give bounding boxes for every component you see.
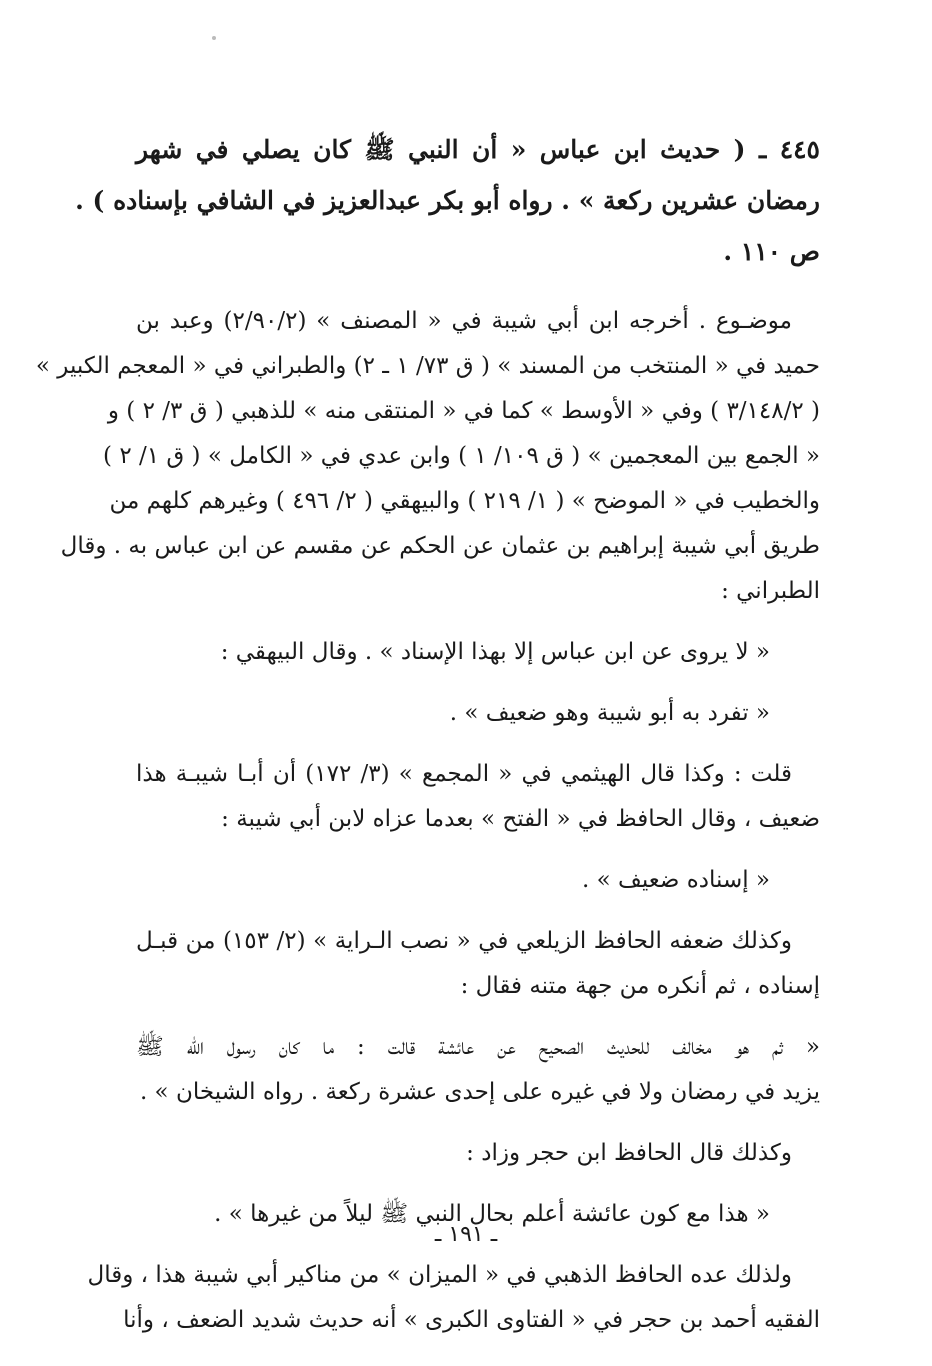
haythami-paragraph: [136, 752, 820, 842]
paragraph-line: يزيد في رمضان ولا في غيره على إحدى عشرة ركعة . رواه الشيخان » .: [139, 1079, 820, 1105]
paragraph-line: « الجمع بين المعجمين » ( ق ١٠٩/ ١ ) وابن عدي في « الكامل » ( ق ١/ ٢ ): [103, 443, 820, 469]
tabarani-quote: « لا يروى عن ابن عباس إلا بهذا الإسناد » . وقال البيهقي :: [220, 639, 770, 665]
bayhaqi-quote: « تفرد به أبو شيبة وهو ضعيف » .: [449, 700, 770, 726]
heading-line: ص ١١٠ .: [723, 237, 820, 266]
paragraph-line: طريق أبي شيبة إبراهيم بن عثمان عن الحكم عن مقسم عن ابن عباس به . وقال: [60, 533, 820, 559]
hadith-heading: [75, 124, 820, 277]
paragraph-line: إسناده ، ثم أنكره من جهة متنه فقال :: [460, 973, 820, 999]
paragraph-line: الفقيه أحمد بن حجر في « الفتاوى الكبرى » أنه حديث شديد الضعف ، وأنا: [123, 1307, 820, 1333]
takhrij-paragraph: [35, 299, 820, 614]
paragraph-line: والخطيب في « الموضح » ( ١/ ٢١٩ ) والبيهقي ( ٢/ ٤٩٦ ) وغيرهم كلهم من: [109, 488, 820, 514]
zaylai-paragraph: [136, 919, 820, 1009]
dhahabi-paragraph: [87, 1253, 820, 1343]
fath-quote: « إسناده ضعيف » .: [582, 867, 770, 893]
paragraph-line: قلت : وكذا قال الهيثمي في « المجمع » (٣/ ١٧٢) أن أبـا شيبـة هذا: [136, 761, 793, 787]
paragraph-line: ( ٣/١٤٨/٢ ) وفي « الأوسط » كما في « المنتقى منه » للذهبي ( ق ٣/ ٢ ) و: [107, 398, 820, 424]
page-body: [35, 124, 820, 1343]
heading-line: ٤٤٥ ـ ( حديث ابن عباس « أن النبي ﷺ كان يصلي في شهر: [136, 135, 820, 164]
paragraph-line: الطبراني :: [721, 578, 820, 604]
page-number: ـ ١٩١ ـ: [434, 1222, 498, 1247]
aisha-hadith-quote: [136, 1025, 820, 1115]
paragraph-line: « ثم هو مخالف للحديث الصحيح عن عائشة قالت : ما كان رسول الله ﷺ: [136, 1034, 820, 1060]
paragraph-line: ولذلك عده الحافظ الذهبي في « الميزان » من مناكير أبي شيبة هذا ، وقال: [87, 1262, 792, 1288]
paragraph-line: موضـوع . أخرجه ابن أبي شيبة في « المصنف » (٢/٩٠/٢) وعبد بن: [136, 308, 792, 334]
ibn-hajar-line: وكذلك قال الحافظ ابن حجر وزاد :: [466, 1140, 792, 1166]
scan-speck: [212, 36, 216, 40]
heading-line: رمضان عشرين ركعة » . رواه أبو بكر عبدالعزيز في الشافي بإسناده ) .: [75, 186, 820, 215]
paragraph-line: حميد في « المنتخب من المسند » ( ق ٧٣/ ١ ـ ٢) والطبراني في « المعجم الكبير »: [35, 353, 820, 379]
ibn-hajar-quote: « هذا مع كون عائشة أعلم بحال النبي ﷺ ليلاً من غيرها » .: [214, 1201, 770, 1227]
paragraph-line: ضعيف ، وقال الحافظ في « الفتح » بعدما عزاه لابن أبي شيبة :: [221, 806, 820, 832]
paragraph-line: وكذلك ضعفه الحافظ الزيلعي في « نصب الـراية » (٢/ ١٥٣) من قبـل: [136, 928, 793, 954]
